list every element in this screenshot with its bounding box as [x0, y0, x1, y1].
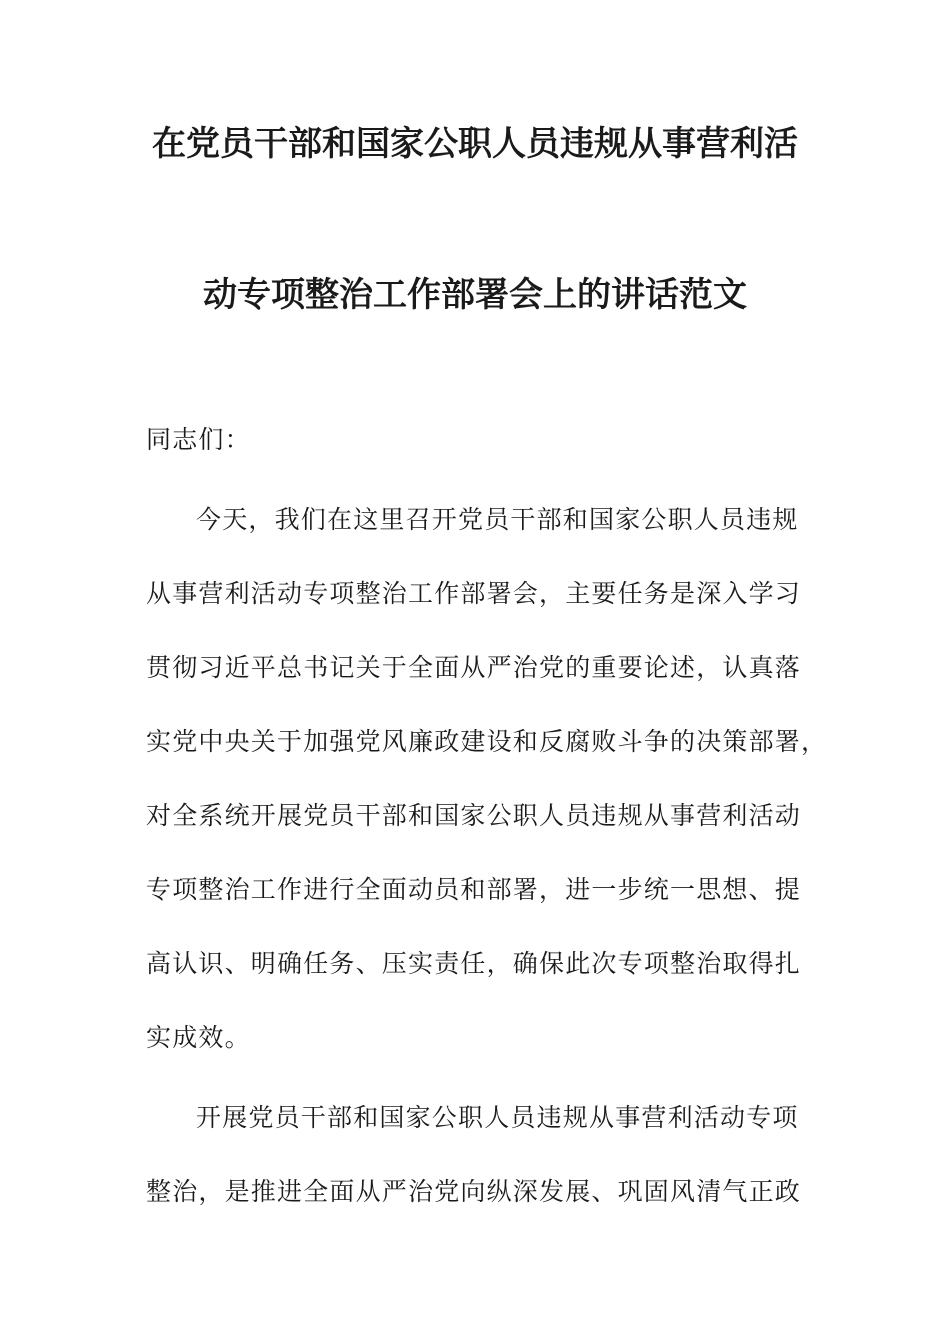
paragraph-2-line-2: 整治，是推进全面从严治党向纵深发展、巩固风清气正政: [146, 1177, 802, 1206]
paragraph-1-line-4: 实党中央关于加强党风廉政建设和反腐败斗争的决策部署，: [146, 727, 828, 756]
paragraph-1-line-1: 今天，我们在这里召开党员干部和国家公职人员违规: [196, 505, 799, 534]
paragraph-1-line-5: 对全系统开展党员干部和国家公职人员违规从事营利活动: [146, 801, 802, 830]
paragraph-1-line-2: 从事营利活动专项整治工作部署会，主要任务是深入学习: [146, 579, 802, 608]
salutation: 同志们：: [146, 425, 251, 454]
paragraph-1-line-3: 贯彻习近平总书记关于全面从严治党的重要论述，认真落: [146, 653, 802, 682]
paragraph-1-line-7: 高认识、明确任务、压实责任，确保此次专项整治取得扎: [146, 949, 802, 978]
document-title-line-1: 在党员干部和国家公职人员违规从事营利活: [152, 124, 798, 164]
document-title-line-2: 动专项整治工作部署会上的讲话范文: [203, 275, 747, 315]
paragraph-1-line-8: 实成效。: [146, 1023, 251, 1052]
paragraph-1-line-6: 专项整治工作进行全面动员和部署，进一步统一思想、提: [146, 875, 802, 904]
paragraph-2-line-1: 开展党员干部和国家公职人员违规从事营利活动专项: [196, 1103, 799, 1132]
